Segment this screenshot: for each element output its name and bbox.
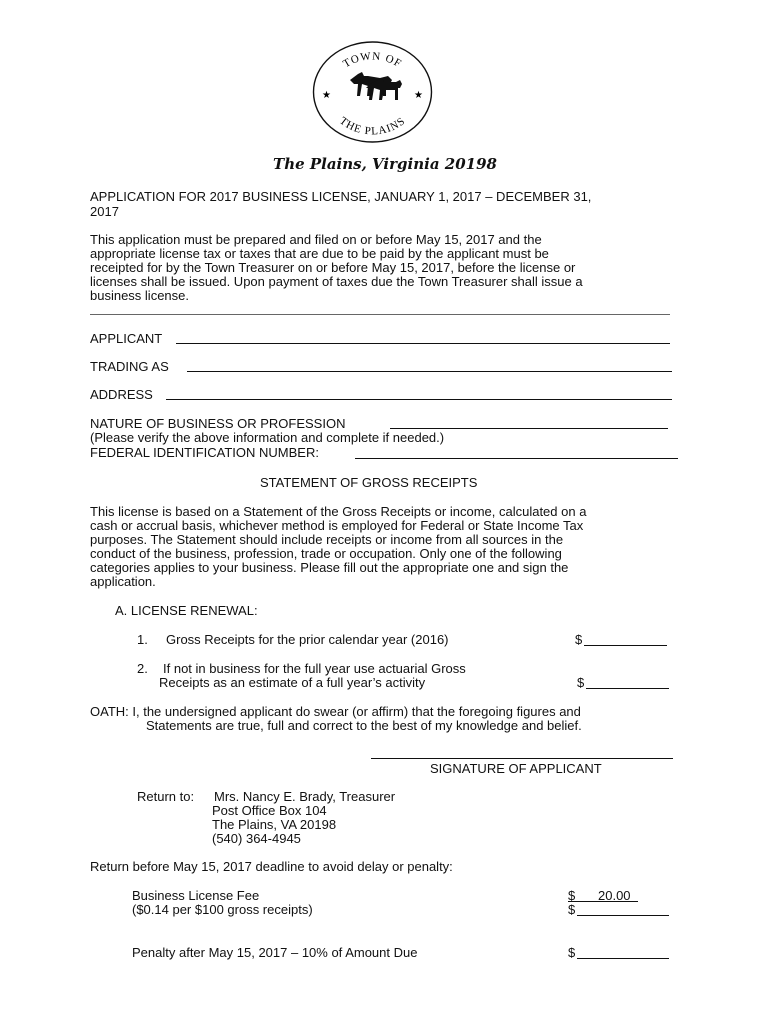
address-label: ADDRESS xyxy=(90,387,153,402)
item1-dollar: $ xyxy=(575,632,583,647)
statement-line: cash or accrual basis, whichever method is employed for Federal or State Income Tax xyxy=(90,518,584,533)
town-address-line: The Plains, Virginia 20198 xyxy=(273,155,497,173)
item1-text: Gross Receipts for the prior calendar year (2016) xyxy=(166,632,449,647)
seal-bottom-text: THE PLAINS xyxy=(337,114,408,138)
rate-dollar: $ xyxy=(568,902,576,917)
signature-label: SIGNATURE OF APPLICANT xyxy=(430,761,602,776)
trading-as-field[interactable] xyxy=(187,371,672,372)
rate-amount-field[interactable] xyxy=(577,915,669,916)
penalty-amount-field[interactable] xyxy=(577,958,669,959)
applicant-label: APPLICANT xyxy=(90,331,163,346)
license-fee-value: 20.00 xyxy=(598,888,631,903)
return-address-line: The Plains, VA 20198 xyxy=(212,817,337,832)
seal-graphic xyxy=(310,38,435,146)
return-to-label: Return to: xyxy=(137,789,195,804)
statement-heading: STATEMENT OF GROSS RECEIPTS xyxy=(260,475,478,490)
application-heading: APPLICATION FOR 2017 BUSINESS LICENSE, JANUARY 1, 2017 – DECEMBER 31, xyxy=(90,189,592,204)
license-fee-dollar: $ xyxy=(568,888,576,903)
verify-note: (Please verify the above information and complete if needed.) xyxy=(90,430,445,445)
rate-label: ($0.14 per $100 gross receipts) xyxy=(132,902,313,917)
town-seal xyxy=(310,38,435,146)
divider xyxy=(90,314,670,315)
statement-line: conduct of the business, profession, trade or occupation. Only one of the following xyxy=(90,546,562,561)
statement-line: application. xyxy=(90,574,156,589)
horses-icon xyxy=(350,72,402,100)
item2-text-continued: Receipts as an estimate of a full year’s activity xyxy=(159,675,426,690)
return-address-line: Mrs. Nancy E. Brady, Treasurer xyxy=(214,789,396,804)
statement-line: This license is based on a Statement of the Gross Receipts or income, calculated on a xyxy=(90,504,587,519)
item2-number: 2. xyxy=(137,661,148,676)
seal-star-icon: ★ xyxy=(414,90,423,101)
nature-of-business-field[interactable] xyxy=(390,428,668,429)
address-field[interactable] xyxy=(166,399,672,400)
license-fee-label: Business License Fee xyxy=(132,888,260,903)
application-heading-year: 2017 xyxy=(90,204,119,219)
return-address-line: (540) 364-4945 xyxy=(212,831,301,846)
federal-id-label: FEDERAL IDENTIFICATION NUMBER: xyxy=(90,445,319,460)
license-fee-underline xyxy=(568,901,638,902)
intro-line: business license. xyxy=(90,288,189,303)
item2-text: If not in business for the full year use actuarial Gross xyxy=(163,661,466,676)
item1-number: 1. xyxy=(137,632,148,647)
signature-field[interactable] xyxy=(371,758,673,759)
item2-amount-field[interactable] xyxy=(586,688,669,689)
intro-line: This application must be prepared and filed on or before May 15, 2017 and the xyxy=(90,232,542,247)
applicant-field[interactable] xyxy=(176,343,670,344)
intro-line: receipted for by the Town Treasurer on or before May 15, 2017, before the license or xyxy=(90,260,576,275)
seal-star-icon: ★ xyxy=(322,90,331,101)
seal-top-text: TOWN OF xyxy=(341,50,404,71)
deadline-note: Return before May 15, 2017 deadline to avoid delay or penalty: xyxy=(90,859,453,874)
penalty-dollar: $ xyxy=(568,945,576,960)
license-renewal-label: A. LICENSE RENEWAL: xyxy=(115,603,258,618)
oath-text-continued: Statements are true, full and correct to the best of my knowledge and belief. xyxy=(146,718,582,733)
statement-line: categories applies to your business. Please fill out the appropriate one and sign the xyxy=(90,560,569,575)
nature-of-business-label: NATURE OF BUSINESS OR PROFESSION xyxy=(90,416,346,431)
item2-dollar: $ xyxy=(577,675,585,690)
trading-as-label: TRADING AS xyxy=(90,359,169,374)
intro-line: licenses shall be issued. Upon payment of taxes due the Town Treasurer shall issue a xyxy=(90,274,583,289)
oath-text: OATH: I, the undersigned applicant do swear (or affirm) that the foregoing figures and xyxy=(90,704,581,719)
intro-line: appropriate license tax or taxes that are due to be paid by the applicant must be xyxy=(90,246,549,261)
return-address-line: Post Office Box 104 xyxy=(212,803,327,818)
penalty-label: Penalty after May 15, 2017 – 10% of Amount Due xyxy=(132,945,418,960)
federal-id-field[interactable] xyxy=(355,458,678,459)
item1-amount-field[interactable] xyxy=(584,645,667,646)
statement-line: purposes. The Statement should include receipts or income from all sources in the xyxy=(90,532,564,547)
